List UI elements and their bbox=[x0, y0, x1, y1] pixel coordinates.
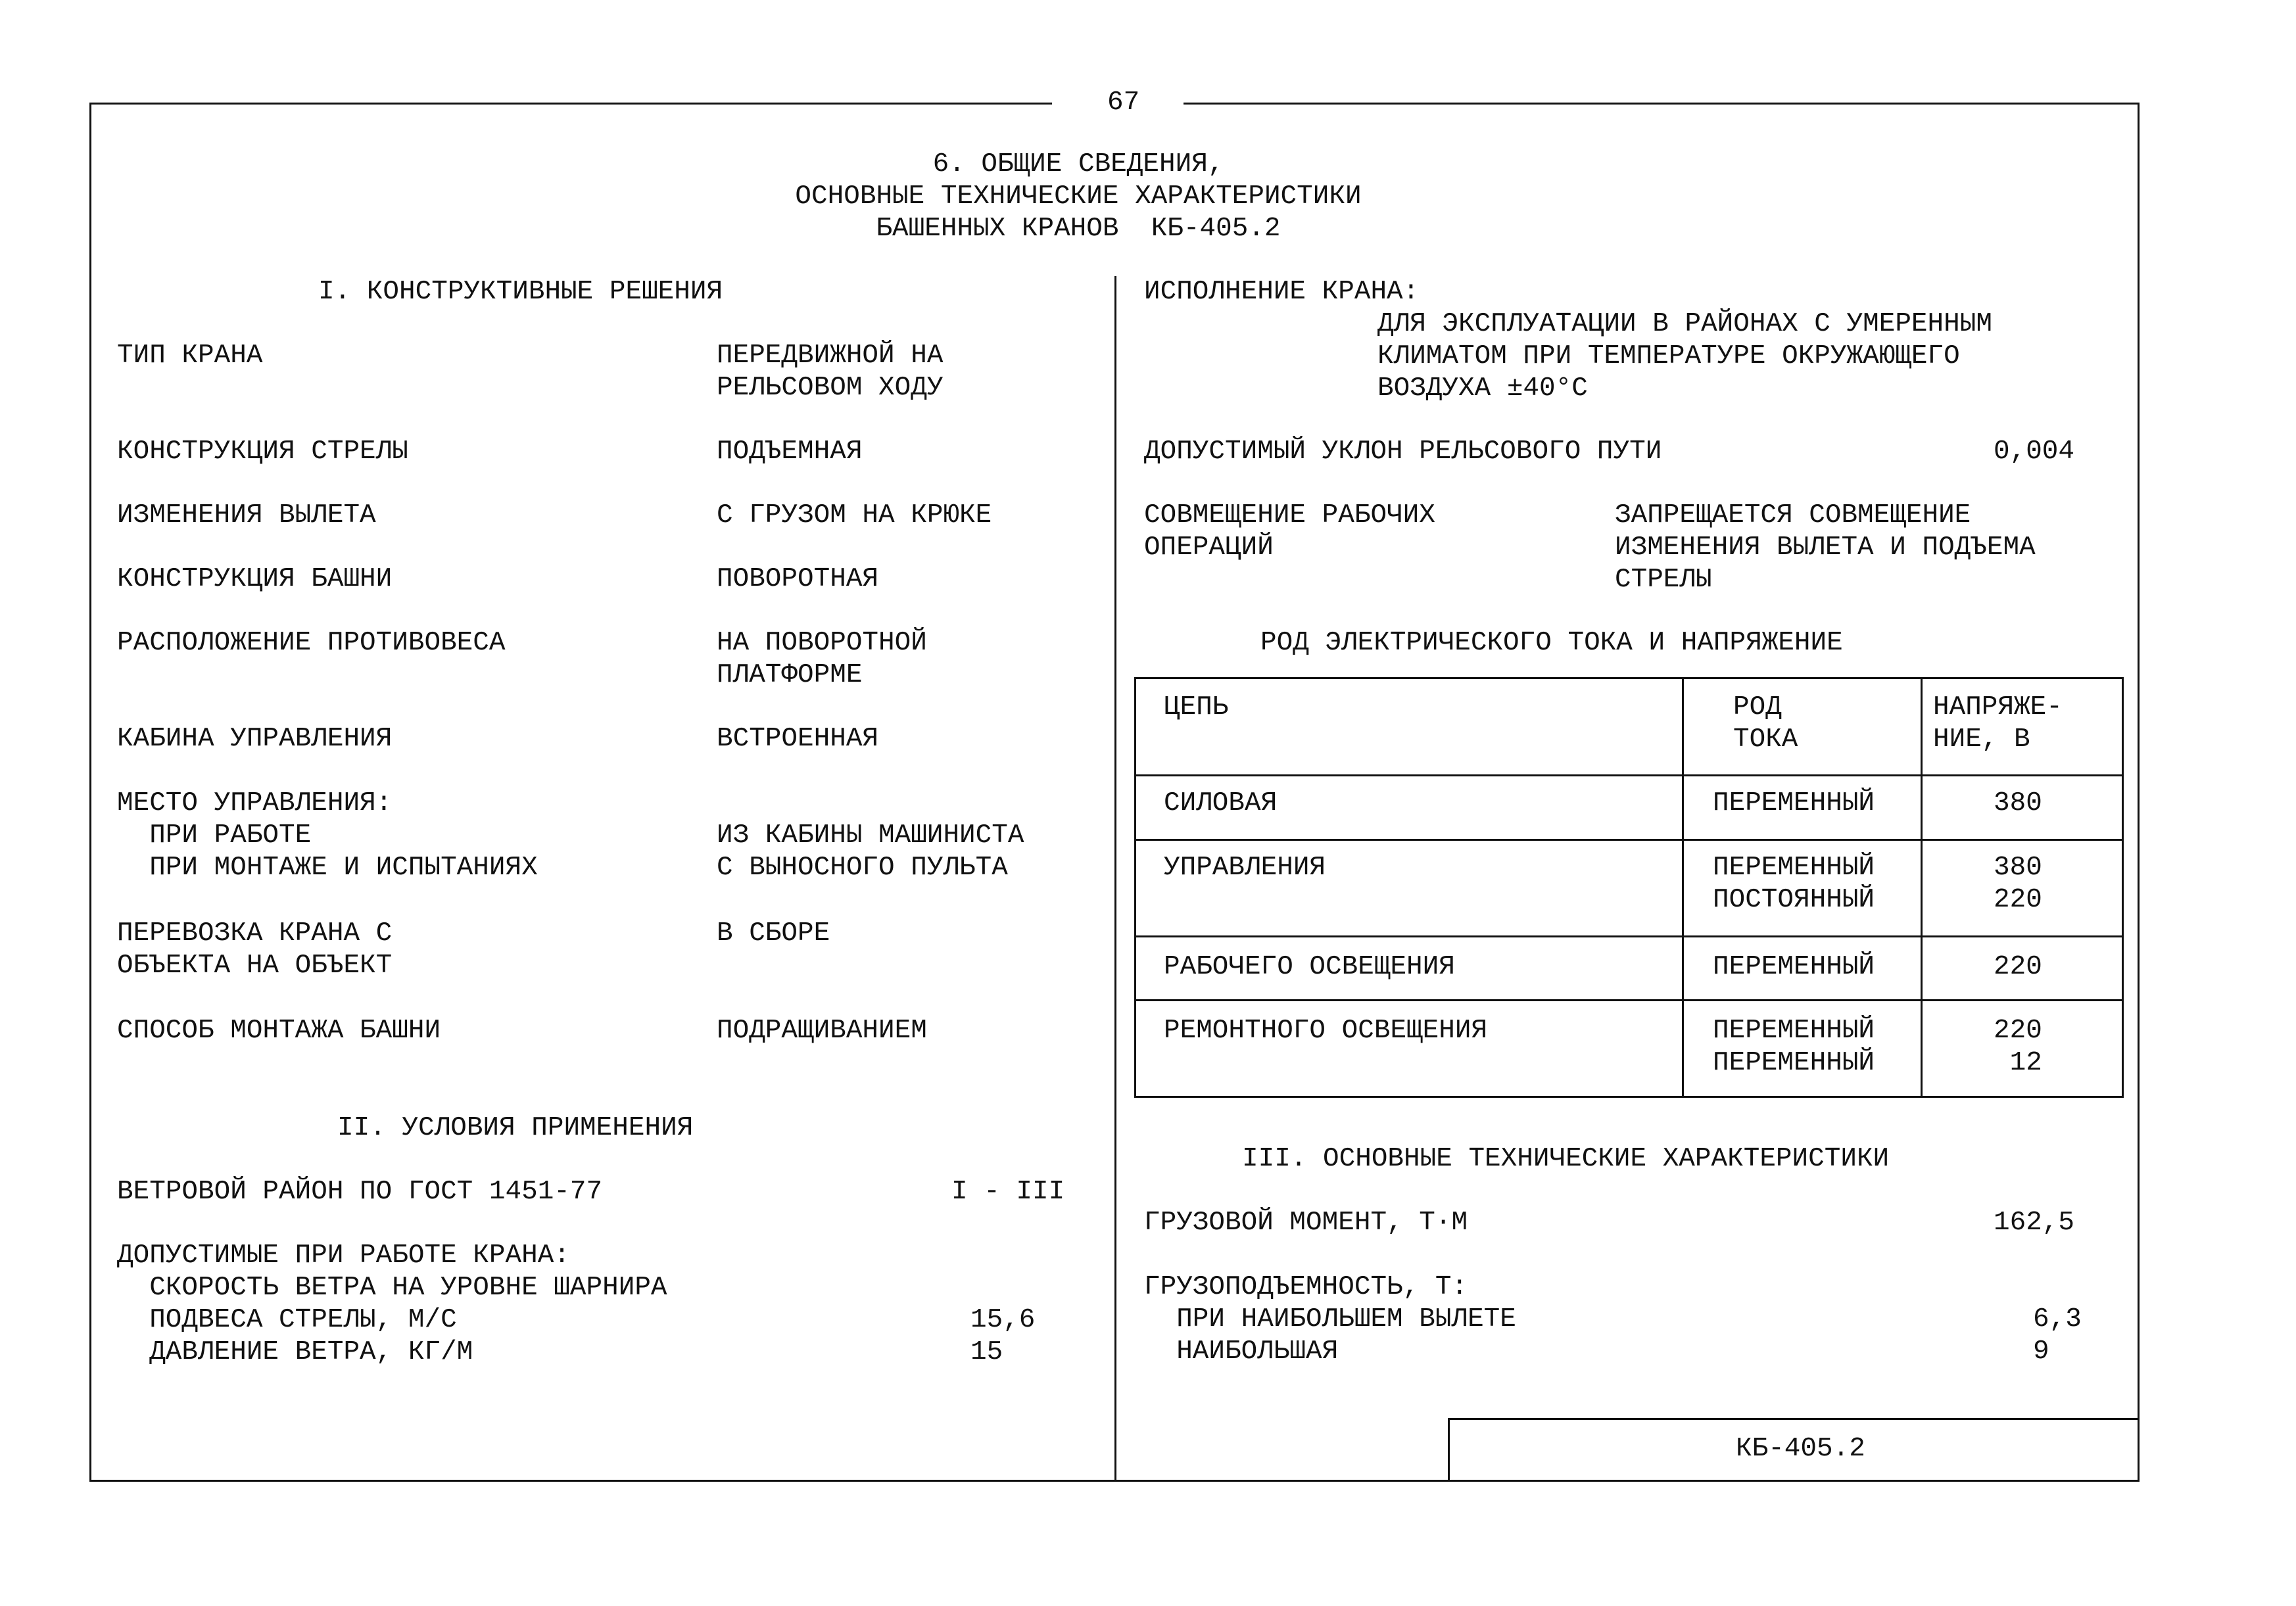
s1-label: КАБИНА УПРАВЛЕНИЯ bbox=[117, 724, 393, 754]
doc-title-line1: 6. ОБЩИЕ СВЕДЕНИЯ, bbox=[932, 149, 1224, 179]
s1-value: С ГРУЗОМ НА КРЮКЕ bbox=[717, 500, 992, 531]
s1-label: ПЕРЕВОЗКА КРАНА С ОБЪЕКТА НА ОБЪЕКТ bbox=[117, 918, 393, 981]
allowed-conditions-label: ДОПУСТИМЫЕ ПРИ РАБОТЕ КРАНА: СКОРОСТЬ ВЕТРА НА УРОВНЕ ШАРНИРА ПОДВЕСА СТРЕЛЫ, М/С ДАВЛЕНИЕ ВЕТРА, КГ/М bbox=[117, 1240, 667, 1367]
table-header-circuit: ЦЕПЬ bbox=[1164, 692, 1229, 722]
column-divider bbox=[1114, 276, 1116, 1482]
table-cell-voltage: 380 220 bbox=[1994, 853, 2042, 915]
table-row-divider bbox=[1136, 839, 2122, 841]
table-cell-type: ПЕРЕМЕННЫЙ ПЕРЕМЕННЫЙ bbox=[1713, 1016, 1875, 1078]
s1-label: ТИП КРАНА bbox=[117, 341, 263, 371]
table-row-divider bbox=[1136, 999, 2122, 1001]
s1-label: МЕСТО УПРАВЛЕНИЯ: ПРИ РАБОТЕ ПРИ МОНТАЖЕ И ИСПЫТАНИЯХ bbox=[117, 788, 538, 883]
execution-value: ДЛЯ ЭКСПЛУАТАЦИИ В РАЙОНАХ С УМЕРЕННЫМ КЛИМАТОМ ПРИ ТЕМПЕРАТУРЕ ОКРУЖАЮЩЕГО ВОЗДУХА ±40°С bbox=[1377, 309, 1992, 404]
s1-value: ИЗ КАБИНЫ МАШИНИСТА С ВЫНОСНОГО ПУЛЬТА bbox=[717, 820, 1024, 883]
s1-label: СПОСОБ МОНТАЖА БАШНИ bbox=[117, 1016, 441, 1046]
table-cell-type: ПЕРЕМЕННЫЙ bbox=[1713, 788, 1875, 818]
table-header-type: РОД ТОКА bbox=[1733, 692, 1798, 755]
execution-label: ИСПОЛНЕНИЕ КРАНА: bbox=[1144, 277, 1420, 307]
section2-heading: II. УСЛОВИЯ ПРИМЕНЕНИЯ bbox=[337, 1113, 694, 1143]
table-cell-circuit: РАБОЧЕГО ОСВЕЩЕНИЯ bbox=[1164, 952, 1455, 982]
capacity-label: ГРУЗОПОДЪЕМНОСТЬ, Т: ПРИ НАИБОЛЬШЕМ ВЫЛЕТЕ НАИБОЛЬШАЯ bbox=[1144, 1272, 1516, 1367]
wind-region-label: ВЕТРОВОЙ РАЙОН ПО ГОСТ 1451-77 bbox=[117, 1177, 603, 1207]
s1-label: РАСПОЛОЖЕНИЕ ПРОТИВОВЕСА bbox=[117, 628, 506, 658]
operations-combo-label: СОВМЕЩЕНИЕ РАБОЧИХ ОПЕРАЦИЙ bbox=[1144, 500, 1435, 563]
table-cell-voltage: 220 12 bbox=[1994, 1016, 2042, 1078]
s1-value: НА ПОВОРОТНОЙ ПЛАТФОРМЕ bbox=[717, 628, 927, 690]
table-col-divider bbox=[1921, 679, 1923, 1096]
table-header-voltage: НАПРЯЖЕ- НИЕ, В bbox=[1933, 692, 2063, 755]
s1-value: ПОДРАЩИВАНИЕМ bbox=[717, 1016, 927, 1046]
doc-title-line2: ОСНОВНЫЕ ТЕХНИЧЕСКИЕ ХАРАКТЕРИСТИКИ bbox=[795, 181, 1362, 212]
load-moment-label: ГРУЗОВОЙ МОМЕНТ, Т·М bbox=[1144, 1208, 1468, 1238]
s1-value: ПОВОРОТНАЯ bbox=[717, 564, 879, 594]
s1-value: ПОДЪЕМНАЯ bbox=[717, 437, 863, 467]
allowed-conditions-values: 15,6 15 bbox=[970, 1305, 1036, 1367]
table-cell-circuit: РЕМОНТНОГО ОСВЕЩЕНИЯ bbox=[1164, 1016, 1488, 1046]
title-block-code: КБ-405.2 bbox=[1736, 1434, 1865, 1464]
table-cell-voltage: 220 bbox=[1994, 952, 2042, 982]
table-row-divider bbox=[1136, 774, 2122, 776]
s1-value: ПЕРЕДВИЖНОЙ НА РЕЛЬСОВОМ ХОДУ bbox=[717, 341, 944, 403]
table-cell-type: ПЕРЕМЕННЫЙ bbox=[1713, 952, 1875, 982]
section1-heading: I. КОНСТРУКТИВНЫЕ РЕШЕНИЯ bbox=[318, 277, 723, 307]
table-cell-circuit: УПРАВЛЕНИЯ bbox=[1164, 853, 1326, 883]
rail-slope-value: 0,004 bbox=[1994, 437, 2075, 467]
table-col-divider bbox=[1682, 679, 1684, 1096]
current-table-heading: РОД ЭЛЕКТРИЧЕСКОГО ТОКА И НАПРЯЖЕНИЕ bbox=[1260, 628, 1843, 658]
table-row-divider bbox=[1136, 935, 2122, 937]
doc-title-line3: БАШЕННЫХ КРАНОВ КБ-405.2 bbox=[876, 214, 1281, 244]
s1-value: В СБОРЕ bbox=[717, 918, 830, 949]
operations-combo-value: ЗАПРЕЩАЕТСЯ СОВМЕЩЕНИЕ ИЗМЕНЕНИЯ ВЫЛЕТА И ПОДЪЕМА СТРЕЛЫ bbox=[1615, 500, 2036, 595]
table-cell-voltage: 380 bbox=[1994, 788, 2042, 818]
s1-label: КОНСТРУКЦИЯ БАШНИ bbox=[117, 564, 393, 594]
rail-slope-label: ДОПУСТИМЫЙ УКЛОН РЕЛЬСОВОГО ПУТИ bbox=[1144, 437, 1662, 467]
section3-heading: III. ОСНОВНЫЕ ТЕХНИЧЕСКИЕ ХАРАКТЕРИСТИКИ bbox=[1242, 1144, 1890, 1174]
page-number: 67 bbox=[1107, 87, 1140, 118]
table-cell-circuit: СИЛОВАЯ bbox=[1164, 788, 1278, 818]
s1-label: КОНСТРУКЦИЯ СТРЕЛЫ bbox=[117, 437, 408, 467]
s1-value: ВСТРОЕННАЯ bbox=[717, 724, 879, 754]
table-cell-type: ПЕРЕМЕННЫЙ ПОСТОЯННЫЙ bbox=[1713, 853, 1875, 915]
s1-label: ИЗМЕНЕНИЯ ВЫЛЕТА bbox=[117, 500, 376, 531]
capacity-values: 6,3 9 bbox=[2033, 1304, 2082, 1367]
load-moment-value: 162,5 bbox=[1994, 1208, 2075, 1238]
wind-region-value: I - III bbox=[951, 1177, 1065, 1207]
